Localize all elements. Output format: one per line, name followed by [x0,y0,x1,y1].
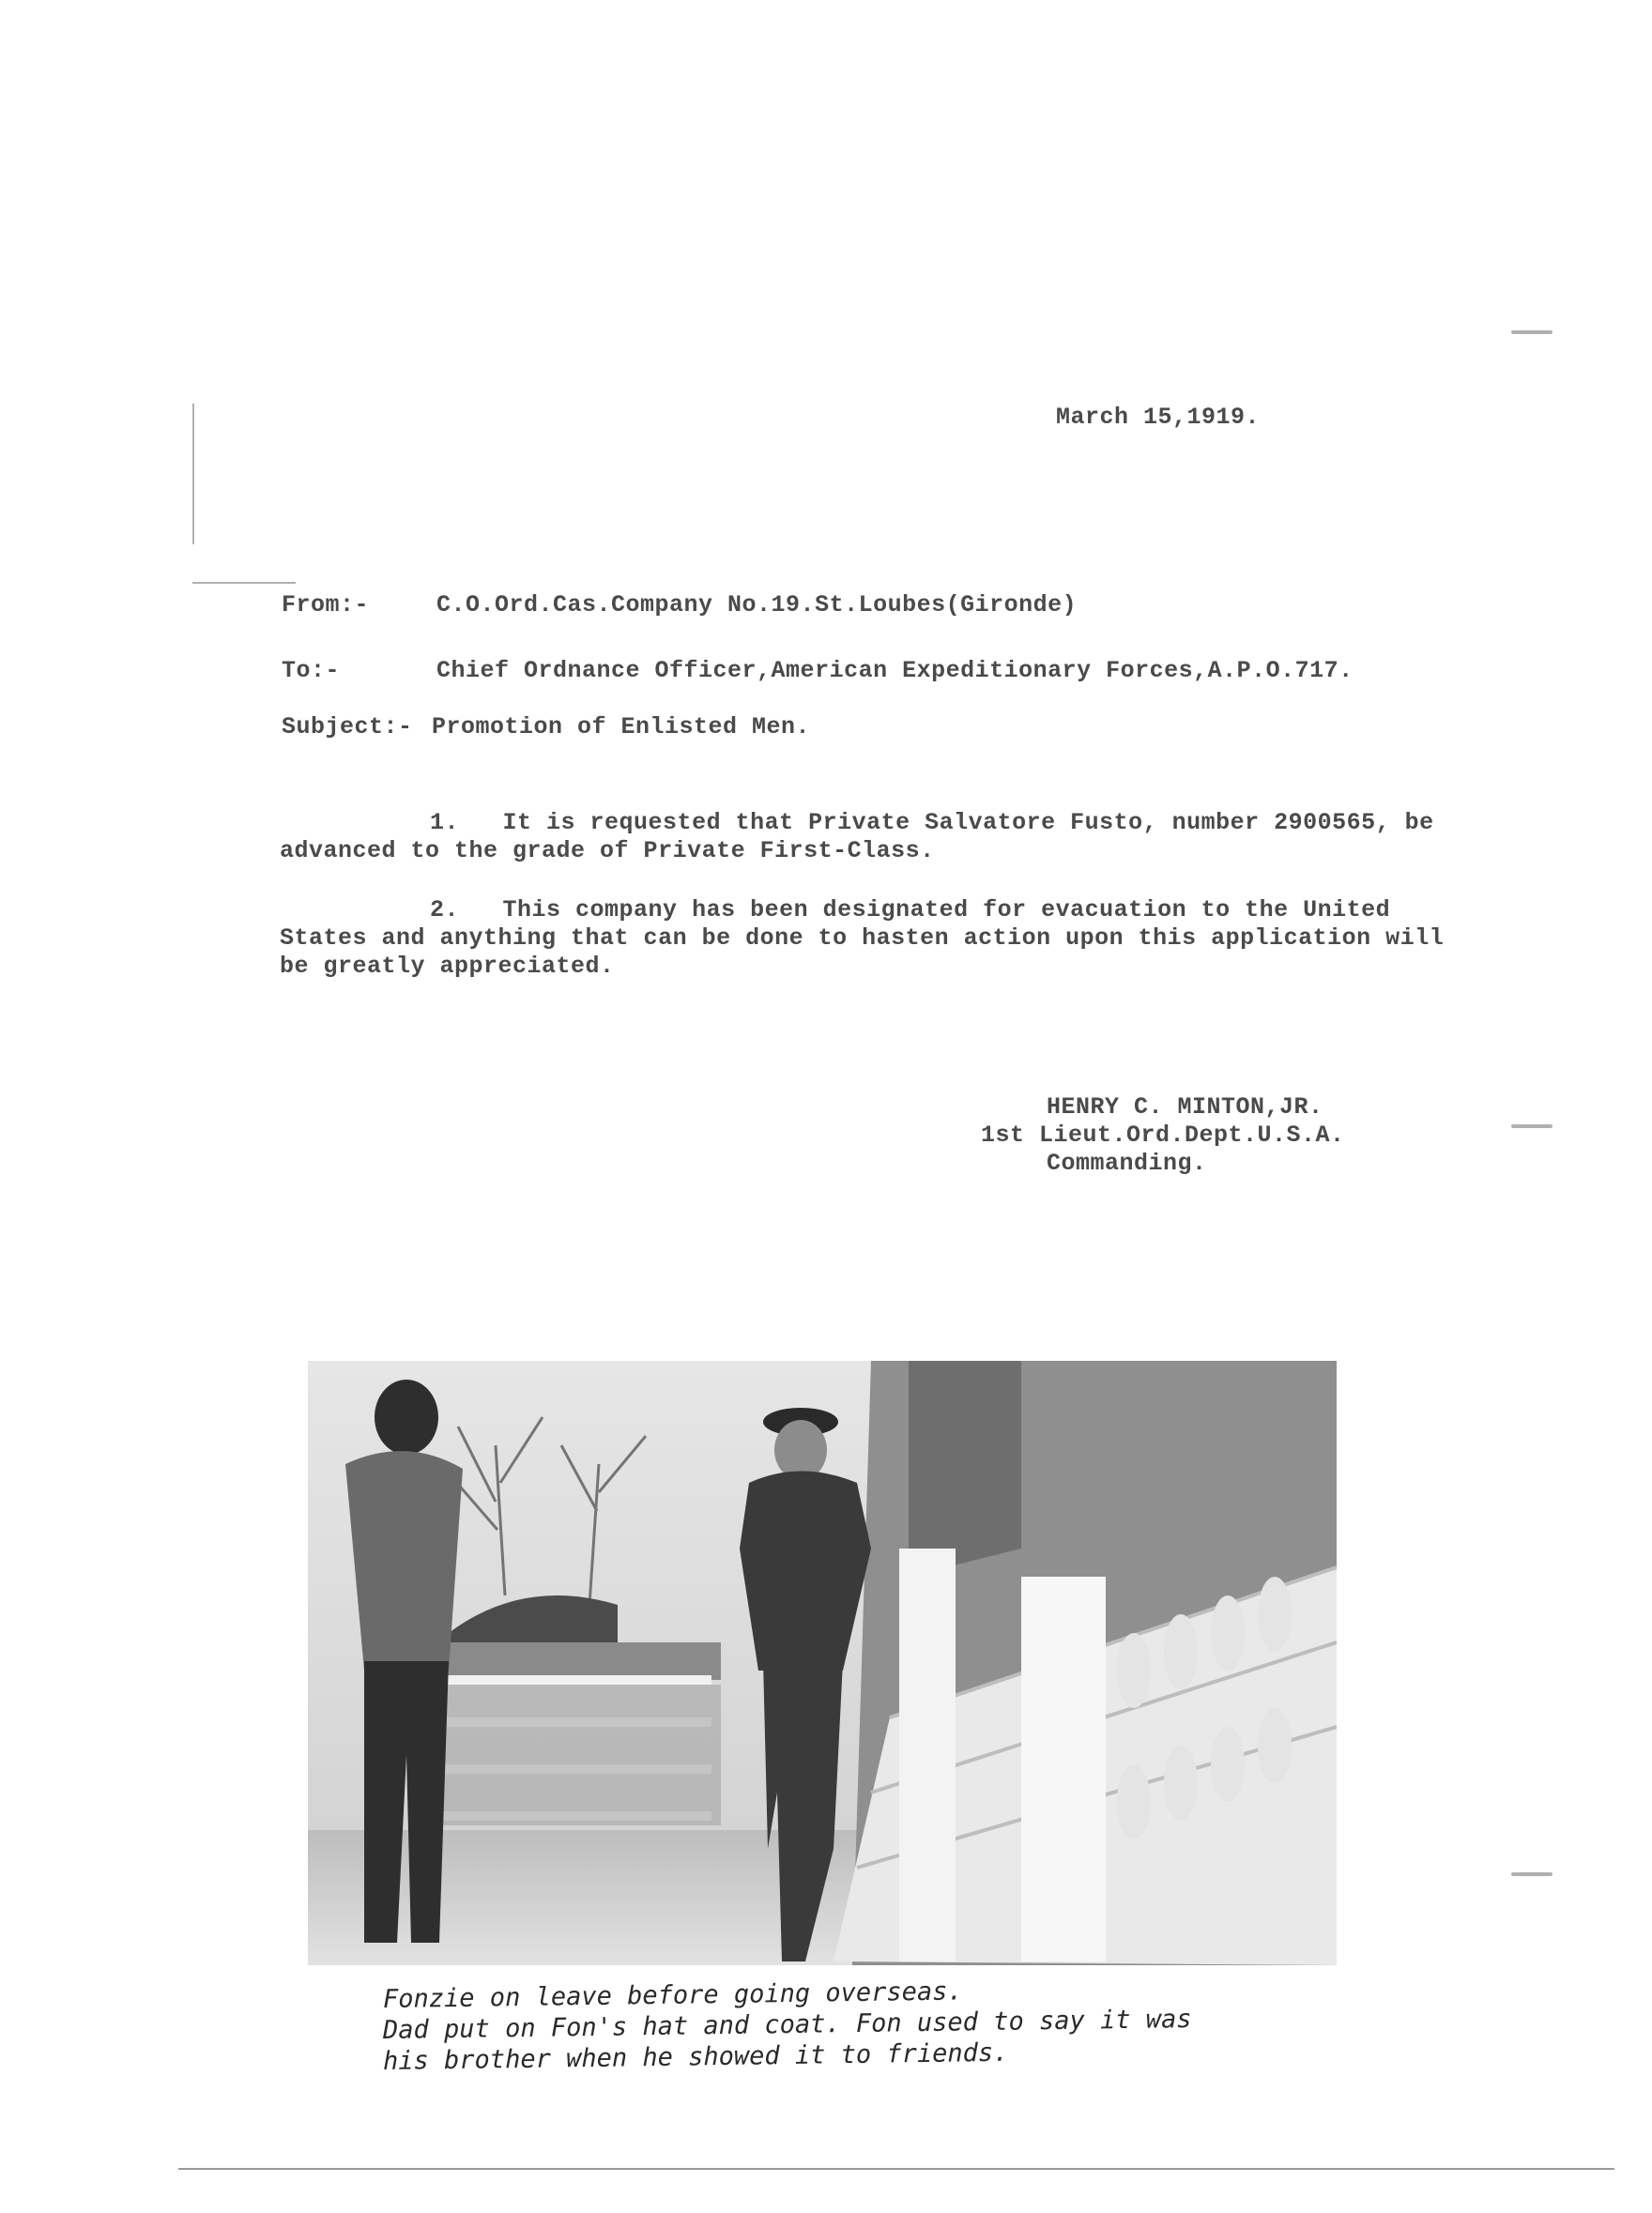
paragraph-1 [280,809,1481,865]
paragraph-2-number: 2. [430,896,460,923]
page-bottom-rule [178,2168,1614,2170]
from-value: C.O.Ord.Cas.Company No.19.St.Loubes(Gironde) [436,591,1078,618]
subject-label: Subject:- [282,713,413,740]
paragraph-1-text: It is requested that Private Salvatore Fusto, number 2900565, be advanced to the grade of Private First-Class. [280,809,1434,864]
signature-title: Commanding. [1047,1150,1207,1177]
handwritten-caption [382,1976,1192,2077]
to-label: To:- [282,657,341,684]
scan-mark-right-2 [1511,1124,1553,1128]
caption-line-3: his brother when he showed it to friends. [382,2037,1009,2077]
paragraph-2 [280,896,1481,981]
from-label: From:- [282,591,370,618]
scan-mark-right-1 [1511,330,1553,334]
paragraph-2-text: This company has been designated for evacuation to the United States and anything that can be done to hasten action upon this application will be greatly appreciated. [280,896,1445,980]
caption-line-1: Fonzie on leave before going overseas. [382,1976,963,2015]
photograph [308,1361,1337,1965]
subject-value: Promotion of Enlisted Men. [432,713,811,740]
caption-line-2: Dad put on Fon's hat and coat. Fon used to say it was [382,2004,1192,2046]
signature-name: HENRY C. MINTON,JR. [1047,1093,1323,1121]
to-value: Chief Ordnance Officer,American Expeditionary Forces,A.P.O.717. [436,657,1354,684]
photograph-illustration [308,1361,1337,1965]
signature-rank: 1st Lieut.Ord.Dept.U.S.A. [981,1122,1345,1149]
scan-mark-left [192,404,194,544]
scan-mark-left-bottom [192,582,296,584]
paragraph-1-number: 1. [430,809,460,836]
scan-mark-right-3 [1511,1872,1553,1876]
letter-date: March 15,1919. [1056,404,1261,431]
